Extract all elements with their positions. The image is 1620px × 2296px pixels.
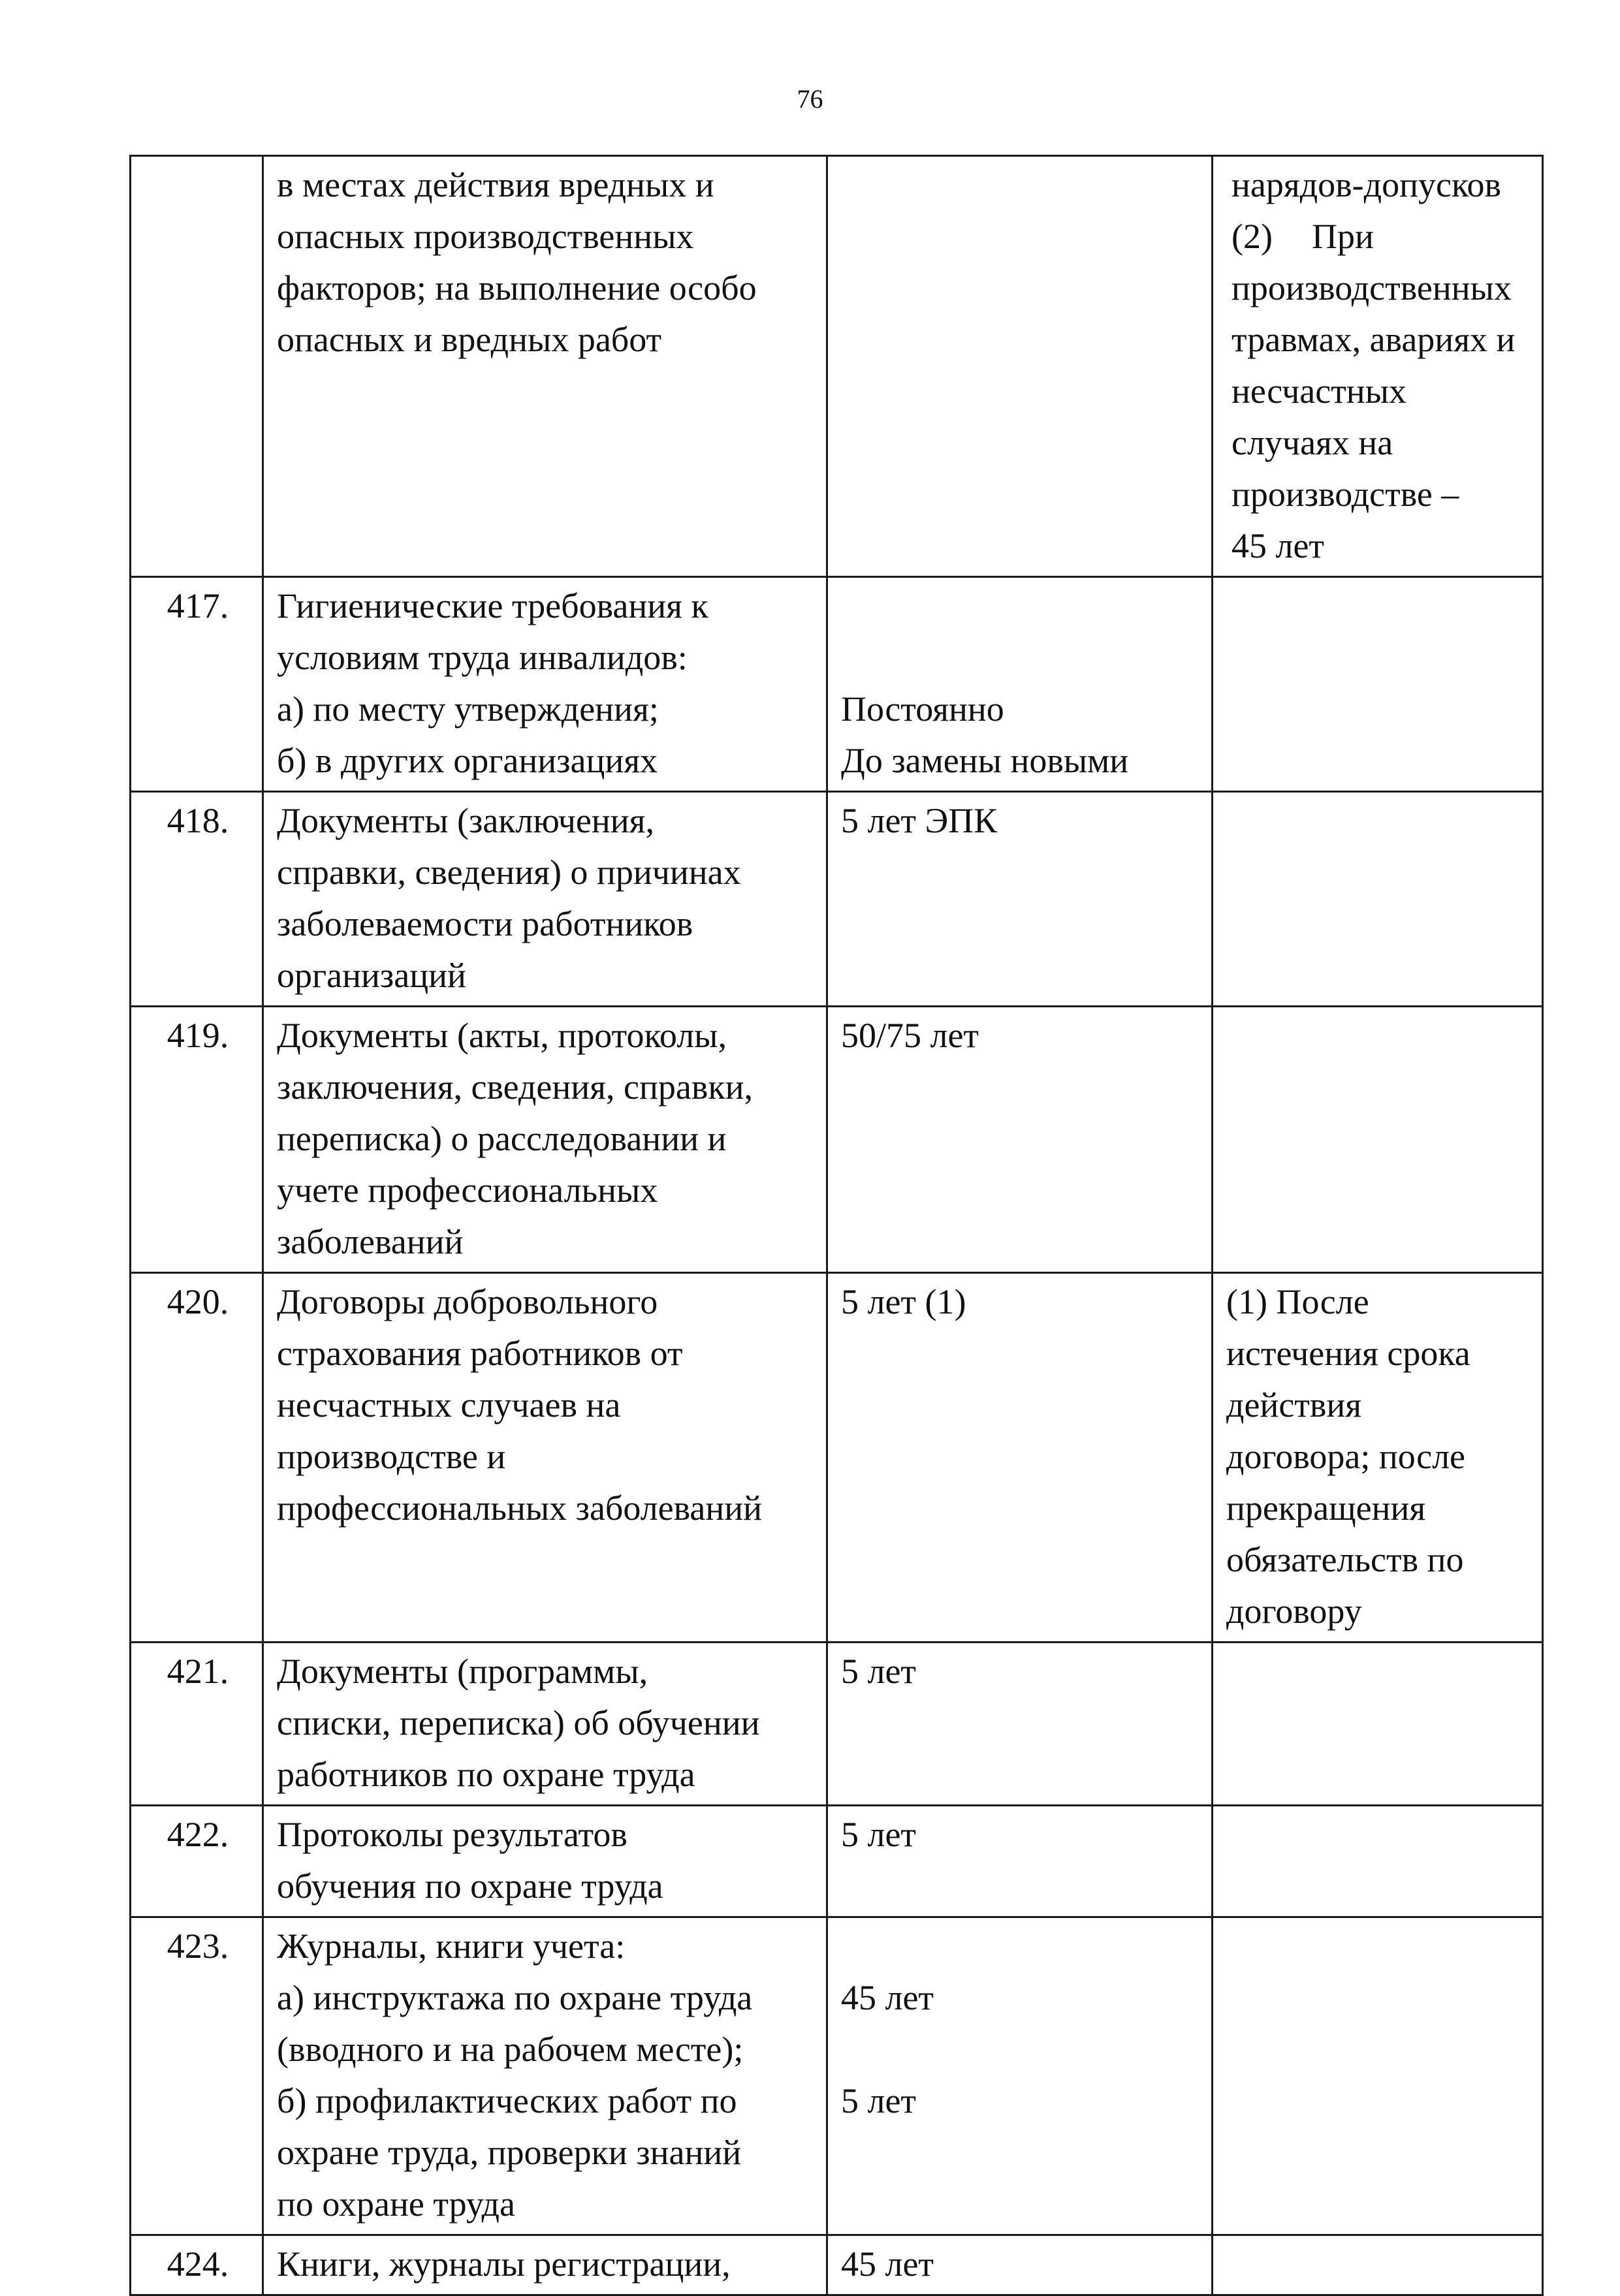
document-title: Книги, журналы регистрации,	[263, 2235, 827, 2295]
retention-term	[827, 156, 1213, 577]
note	[1213, 1643, 1543, 1806]
retention-term: 5 лет	[827, 1806, 1213, 1917]
page-number: 76	[797, 84, 823, 114]
retention-schedule-table	[129, 155, 1544, 2296]
table-row	[131, 1806, 1543, 1917]
retention-term: 45 лет 5 лет	[827, 1917, 1213, 2235]
note	[1213, 1917, 1543, 2235]
document-title: Журналы, книги учета: а) инструктажа по охране труда (вводного и на рабочем месте); б) профилактических работ по охране труда, проверки знаний по охране труда	[263, 1917, 827, 2235]
table-row	[131, 1917, 1543, 2235]
row-number: 424.	[131, 2235, 263, 2295]
row-number	[131, 156, 263, 577]
document-title: Протоколы результатов обучения по охране труда	[263, 1806, 827, 1917]
row-number: 417.	[131, 577, 263, 792]
document-title: Документы (заключения, справки, сведения) о причинах заболеваемости работников организаций	[263, 792, 827, 1007]
table-row	[131, 2235, 1543, 2295]
retention-term: 5 лет	[827, 1643, 1213, 1806]
note: нарядов-допусков (2) При производственных травмах, авариях и несчастных случаях на производстве – 45 лет	[1213, 156, 1543, 577]
document-title: в местах действия вредных и опасных производственных факторов; на выполнение особо опасных и вредных работ	[263, 156, 827, 577]
document-title: Документы (акты, протоколы, заключения, сведения, справки, переписка) о расследовании и учете профессиональных заболеваний	[263, 1007, 827, 1273]
retention-term: 45 лет	[827, 2235, 1213, 2295]
document-title: Гигиенические требования к условиям труда инвалидов: а) по месту утверждения; б) в других организациях	[263, 577, 827, 792]
note	[1213, 1007, 1543, 1273]
row-number: 421.	[131, 1643, 263, 1806]
table-row	[131, 1273, 1543, 1643]
note	[1213, 792, 1543, 1007]
row-number: 419.	[131, 1007, 263, 1273]
note: (1) После истечения срока действия договора; после прекращения обязательств по договору	[1213, 1273, 1543, 1643]
row-number: 423.	[131, 1917, 263, 2235]
table-row	[131, 1643, 1543, 1806]
retention-term: 5 лет (1)	[827, 1273, 1213, 1643]
row-number: 418.	[131, 792, 263, 1007]
table-row	[131, 577, 1543, 792]
document-title: Договоры добровольного страхования работников от несчастных случаев на производстве и профессиональных заболеваний	[263, 1273, 827, 1643]
table-row	[131, 792, 1543, 1007]
note	[1213, 577, 1543, 792]
row-number: 420.	[131, 1273, 263, 1643]
retention-term: 5 лет ЭПК	[827, 792, 1213, 1007]
table-row	[131, 1007, 1543, 1273]
document-title: Документы (программы, списки, переписка) об обучении работников по охране труда	[263, 1643, 827, 1806]
note	[1213, 1806, 1543, 1917]
note	[1213, 2235, 1543, 2295]
row-number: 422.	[131, 1806, 263, 1917]
retention-term: Постоянно До замены новыми	[827, 577, 1213, 792]
retention-term: 50/75 лет	[827, 1007, 1213, 1273]
table-row	[131, 156, 1543, 577]
